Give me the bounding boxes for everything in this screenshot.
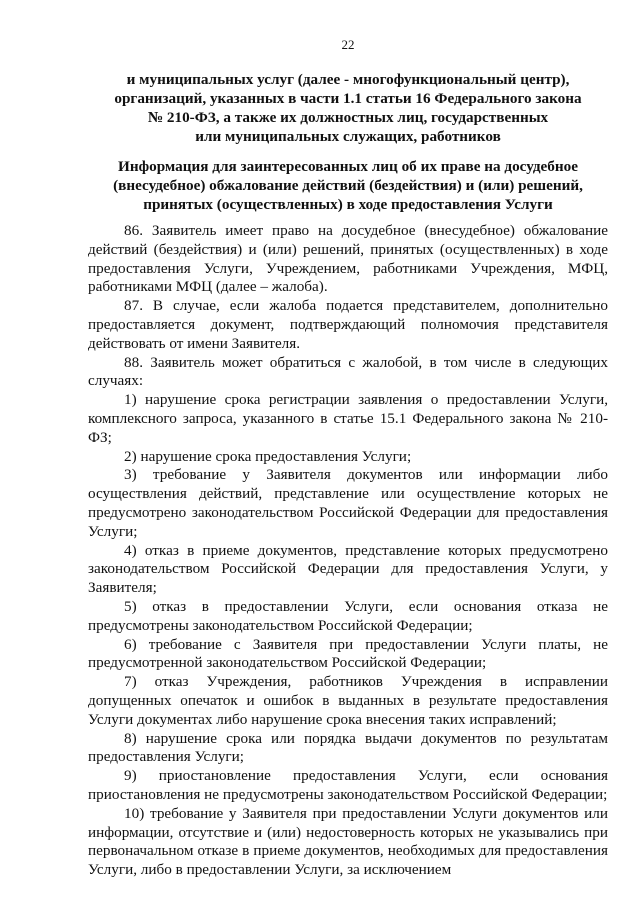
paragraph-87: 87. В случае, если жалоба подается представителем, дополнительно предоставляется документ, подтверждающий полномочия представителя действовать от имени Заявителя.: [88, 297, 608, 352]
list-item-4: 4) отказ в приеме документов, представление которых предусмотрено законодательством Российской Федерации для предоставления Услуги, у Заявителя;: [88, 541, 608, 597]
list-item-5: 5) отказ в предоставлении Услуги, если основания отказа не предусмотрены законодательством Российской Федерации;: [88, 597, 608, 634]
continued-heading: [88, 70, 608, 146]
paragraph-86: 86. Заявитель имеет право на досудебное (внесудебное) обжалование действий (бездействия) и (или) решений, принятых (осуществленных) в ходе предоставления Услуги, Учреждением, работниками Учреждения, МФЦ, работниками МФЦ (далее – жалоба).: [88, 222, 608, 296]
paragraph-88: 88. Заявитель может обратиться с жалобой, в том числе в следующих случаях:: [88, 353, 608, 390]
list-item-1: 1) нарушение срока регистрации заявления о предоставлении Услуги, комплексного запроса, указанного в статье 15.1 Федерального закона № 210-ФЗ;: [88, 391, 608, 446]
list-item-3: 3) требование у Заявителя документов или информации либо осуществления действий, представление или осуществление которых не предусмотрено законодательством Российской Федерации для предоставления Услуги;: [88, 466, 608, 540]
heading-line: и муниципальных услуг (далее - многофункциональный центр),: [126, 71, 570, 88]
list-item-2: 2) нарушение срока предоставления Услуги;: [124, 447, 412, 465]
document-body: [88, 222, 608, 880]
heading-line: № 210-ФЗ, а также их должностных лиц, государственных: [147, 109, 549, 126]
heading-line: Информация для заинтересованных лиц об их праве на досудебное: [118, 158, 578, 175]
heading-line: организаций, указанных в части 1.1 статьи 16 Федерального закона: [114, 90, 582, 107]
list-item-10: 10) требование у Заявителя при предоставлении Услуги документов или информации, отсутствие и (или) недостоверность которых не указывались при первоначальном отказе в приеме документов, необходимых для предоставления Услуги, либо в предоставлении Услуги, за исключением: [88, 804, 608, 879]
list-item-9: 9) приостановление предоставления Услуги, если основания приостановления не предусмотрены законодательством Российской Федерации;: [88, 767, 608, 803]
list-item-7: 7) отказ Учреждения, работников Учреждения в исправлении допущенных опечаток и ошибок в выданных в результате предоставления Услуги документах либо нарушение срока внесения таких исправлений;: [88, 673, 608, 728]
heading-line: принятых (осуществленных) в ходе предоставления Услуги: [143, 196, 553, 213]
heading-line: или муниципальных служащих, работников: [195, 128, 501, 145]
list-item-8: 8) нарушение срока или порядка выдачи документов по результатам предоставления Услуги;: [88, 729, 608, 766]
heading-line: (внесудебное) обжалование действий (бездействия) и (или) решений,: [113, 177, 583, 194]
page-number: 22: [341, 37, 355, 52]
section-heading: [88, 157, 608, 214]
list-item-6: 6) требование с Заявителя при предоставлении Услуги платы, не предусмотренной законодательством Российской Федерации;: [88, 635, 608, 672]
